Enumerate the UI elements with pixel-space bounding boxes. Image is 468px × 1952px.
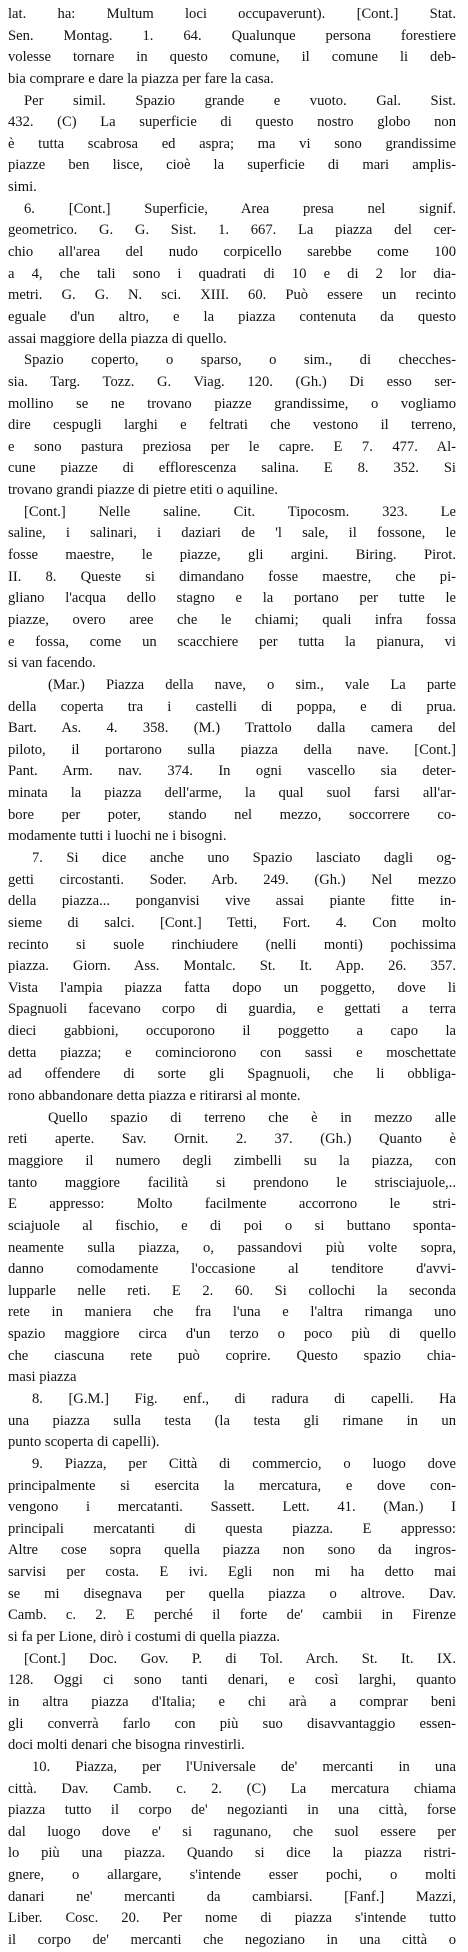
text-line: piazza tutto il corpo de' negozianti in una città, forse [8, 1802, 456, 1819]
text-line: cune piazze di efflorescenza salina. E 8. 352. Si [8, 460, 456, 477]
text-line: 6. [Cont.] Superficie, Area presa nel signif. [24, 200, 456, 217]
text-line: detta piazza; e cominciorono con sassi e moschettate [8, 1044, 456, 1061]
text-line: dire cespugli larghi e feltrati che vestono il terreno, [8, 417, 456, 434]
text-line: geometrico. G. G. Sist. 1. 667. La piazza del cer- [8, 222, 456, 239]
text-line: dieci gabbioni, occuporono il poggetto a capo la [8, 1023, 456, 1040]
text-line: danno comodamente l'occasione al tenditore d'avvi- [8, 1261, 456, 1278]
text-line: una piazza sulla testa (la testa gli rimane in un [8, 1412, 456, 1429]
text-line: trovano grandi piazze di pietre etiti o aquiline. [8, 482, 278, 499]
text-line: recinto si suole rinchiudere (nelli monti) pochissima [8, 936, 456, 953]
text-line: Altre cose sopra quella piazza non sono da ingros- [8, 1542, 456, 1559]
text-line: lupparle nelle reti. E 2. 60. Si collochi la seconda [8, 1282, 456, 1299]
text-line: 432. (C) La superficie di questo nostro globo non [8, 114, 456, 131]
text-line: fosse maestre, le piazze, gli argini. Biring. Pirot. [8, 547, 456, 564]
text-line: gli converrà farlo con più suo disavvantaggio essen- [8, 1715, 456, 1732]
text-line: [Cont.] Doc. Gov. P. di Tol. Arch. St. It. IX. [24, 1650, 456, 1667]
text-line: della piazza... ponganvisi vive assai piante fitte in- [8, 893, 456, 910]
text-line: lo più una piazza. Quando si dice la piazza ristri- [8, 1845, 456, 1862]
text-line: Liber. Cosc. 20. Per nome di piazza s'intende tutto [8, 1910, 456, 1927]
text-line: bia comprare e dare la piazza per fare la casa. [8, 70, 274, 87]
text-line: è tutta scabrosa ed aspra; ma vi sono grandissime [8, 135, 456, 152]
text-line: gnere, o allargare, s'intende esser pochi, o molti [8, 1867, 456, 1884]
text-line: lat. ha: Multum loci occupaverunt). [Cont.] Stat. [8, 6, 456, 22]
text-line: chio all'area del nudo corpicello sarebbe come 100 [8, 244, 456, 261]
text-line: e fossa, come un scacchiere per tutta la pianura, vi [8, 633, 456, 650]
text-line: mollino se ne trovano piazze grandissime, o vogliamo [8, 395, 456, 412]
text-line: ad offendere di sorte gli Spagnuoli, che li obbliga- [8, 1066, 456, 1083]
text-line: modamente tutti i luochi ne i bisogni. [8, 828, 227, 845]
text-column [8, 4, 456, 1952]
text-line: che ciascuna rete può coprire. Questo spazio chia- [8, 1347, 456, 1364]
text-line: il corpo de' mercanti che negoziano in una città o [8, 1932, 456, 1949]
text-line: danari ne' mercanti da cambiarsi. [Fanf.] Mazzi, [8, 1888, 456, 1905]
text-line: Pant. Arm. nav. 374. In ogni vascello sia deter- [8, 763, 456, 780]
text-line: doci molti denari che bisogna rinvestirli. [8, 1737, 245, 1754]
text-line: Camb. c. 2. E perché il forte de' cambii in Firenze [8, 1607, 456, 1624]
text-line: punto scoperta di capelli). [8, 1434, 160, 1451]
text-line: maggiore il numero degli zimbelli su la piazza, con [8, 1152, 456, 1169]
text-line: Spagnuoli facevano corpo di guardia, e gettati a terra [8, 1001, 456, 1018]
text-line: Quello spazio di terreno che è in mezzo alle [48, 1109, 456, 1126]
text-line: metri. G. G. N. sci. XIII. 60. Può essere un recinto [8, 287, 456, 304]
text-line: E appresso: Molto facilmente accorrono le stri- [8, 1196, 456, 1213]
text-line: sarvisi per costa. E ivi. Egli non mi ha detto mai [8, 1564, 456, 1581]
text-line: se mi disegnava per quella piazza o altrove. Dav. [8, 1585, 456, 1602]
text-line: sieme di salci. [Cont.] Tetti, Fort. 4. Con molto [8, 914, 456, 931]
text-line: volesse tornare in questo comune, il comune li deb- [8, 49, 456, 66]
text-line: piazza. Giorn. Ass. Montalc. St. It. App. 26. 357. [8, 958, 456, 975]
text-line: vengono i mercatanti. Sassett. Lett. 41. (Man.) I [8, 1499, 456, 1516]
text-line: tanto maggiore facilità si prendono le strisciajuole,.. [8, 1174, 456, 1191]
text-line: gliano l'acqua dello stagno e la portano per tutte le [8, 590, 456, 607]
text-line: si van facendo. [8, 655, 96, 672]
text-line: reti aperte. Sav. Ornit. 2. 37. (Gh.) Quanto è [8, 1131, 456, 1148]
text-line: getti circostanti. Soder. Arb. 249. (Gh.) Nel mezzo [8, 871, 456, 888]
text-line: piazze ben lisce, cioè la superficie di mari amplis- [8, 157, 456, 174]
text-line: 7. Si dice anche uno Spazio lasciato dagli og- [32, 849, 456, 866]
text-line: [Cont.] Nelle saline. Cit. Tipocosm. 323. Le [24, 503, 456, 520]
text-line: bore per poter, stando nel mezzo, soccorrere co- [8, 806, 456, 823]
text-line: piloto, il portarono sulla piazza della nave. [Cont.] [8, 741, 456, 758]
text-line: in altra piazza d'Italia; e chi arà a comprar beni [8, 1693, 456, 1710]
text-line: minata la piazza dell'arme, la qual suol farsi all'ar- [8, 785, 456, 802]
text-line: 10. Piazza, per l'Universale de' mercanti in una [32, 1758, 456, 1775]
text-line: principalmente si esercita la mercatura, e dove con- [8, 1477, 456, 1494]
text-line: Bart. As. 4. 358. (M.) Trattolo dalla camera del [8, 720, 456, 737]
text-line: piazze, overo aree che le chiami; quali infra fossa [8, 611, 456, 628]
text-line: rete in maniera che fra l'una e l'altra rimanga uno [8, 1304, 456, 1321]
text-line: eguale d'un altro, e la piazza contenuta da questo [8, 308, 456, 325]
text-line: assai maggiore della piazza di quello. [8, 330, 227, 347]
text-line: saline, i salinari, i daziari de 'l sale, il fossone, le [8, 525, 456, 542]
text-line: neamente sulla piazza, o, passandovi più volte sopra, [8, 1239, 456, 1256]
text-line: a 4, che tali sono i quadrati di 10 e di 2 lor dia- [8, 265, 456, 282]
text-line: II. 8. Queste si dimandano fosse maestre, che pi- [8, 568, 456, 585]
text-line: simi. [8, 179, 37, 196]
text-line: Spazio coperto, o sparso, o sim., di checches- [24, 352, 456, 369]
text-line: masi piazza [8, 1369, 77, 1386]
text-line: e sono pastura preziosa per le capre. E 7. 477. Al- [8, 438, 456, 455]
text-line: principali mercatanti di questa piazza. E appresso: [8, 1520, 456, 1537]
text-line: rono abbandonare detta piazza e ritirarsi al monte. [8, 1088, 301, 1105]
text-line: Per simil. Spazio grande e vuoto. Gal. Sist. [24, 92, 456, 109]
text-line: 8. [G.M.] Fig. enf., di radura di capelli. Ha [32, 1391, 456, 1407]
text-line: dal luogo dove e' si ragunano, che suol essere per [8, 1823, 456, 1840]
text-line: 9. Piazza, per Città di commercio, o luogo dove [32, 1455, 456, 1472]
text-line: Vista l'ampia piazza fatta dopo un poggetto, dove li [8, 979, 456, 996]
text-line: sia. Targ. Tozz. G. Viag. 120. (Gh.) Di esso ser- [8, 373, 456, 390]
text-line: Sen. Montag. 1. 64. Qualunque persona forestiere [8, 27, 456, 44]
text-line: spazio maggiore circa d'un terzo o poco più di quello [8, 1326, 456, 1343]
text-line: (Mar.) Piazza della nave, o sim., vale La parte [48, 676, 456, 693]
text-line: sciajuole al fischio, e di poi o si buttano sponta- [8, 1217, 456, 1234]
text-line: città. Dav. Camb. c. 2. (C) La mercatura chiama [8, 1780, 456, 1797]
text-line: si fa per Lione, dirò i costumi di quella piazza. [8, 1629, 280, 1646]
text-line: della coperta tra i castelli di poppa, e di prua. [8, 698, 456, 715]
text-line: 128. Oggi ci sono tanti denari, e così larghi, quanto [8, 1672, 456, 1689]
